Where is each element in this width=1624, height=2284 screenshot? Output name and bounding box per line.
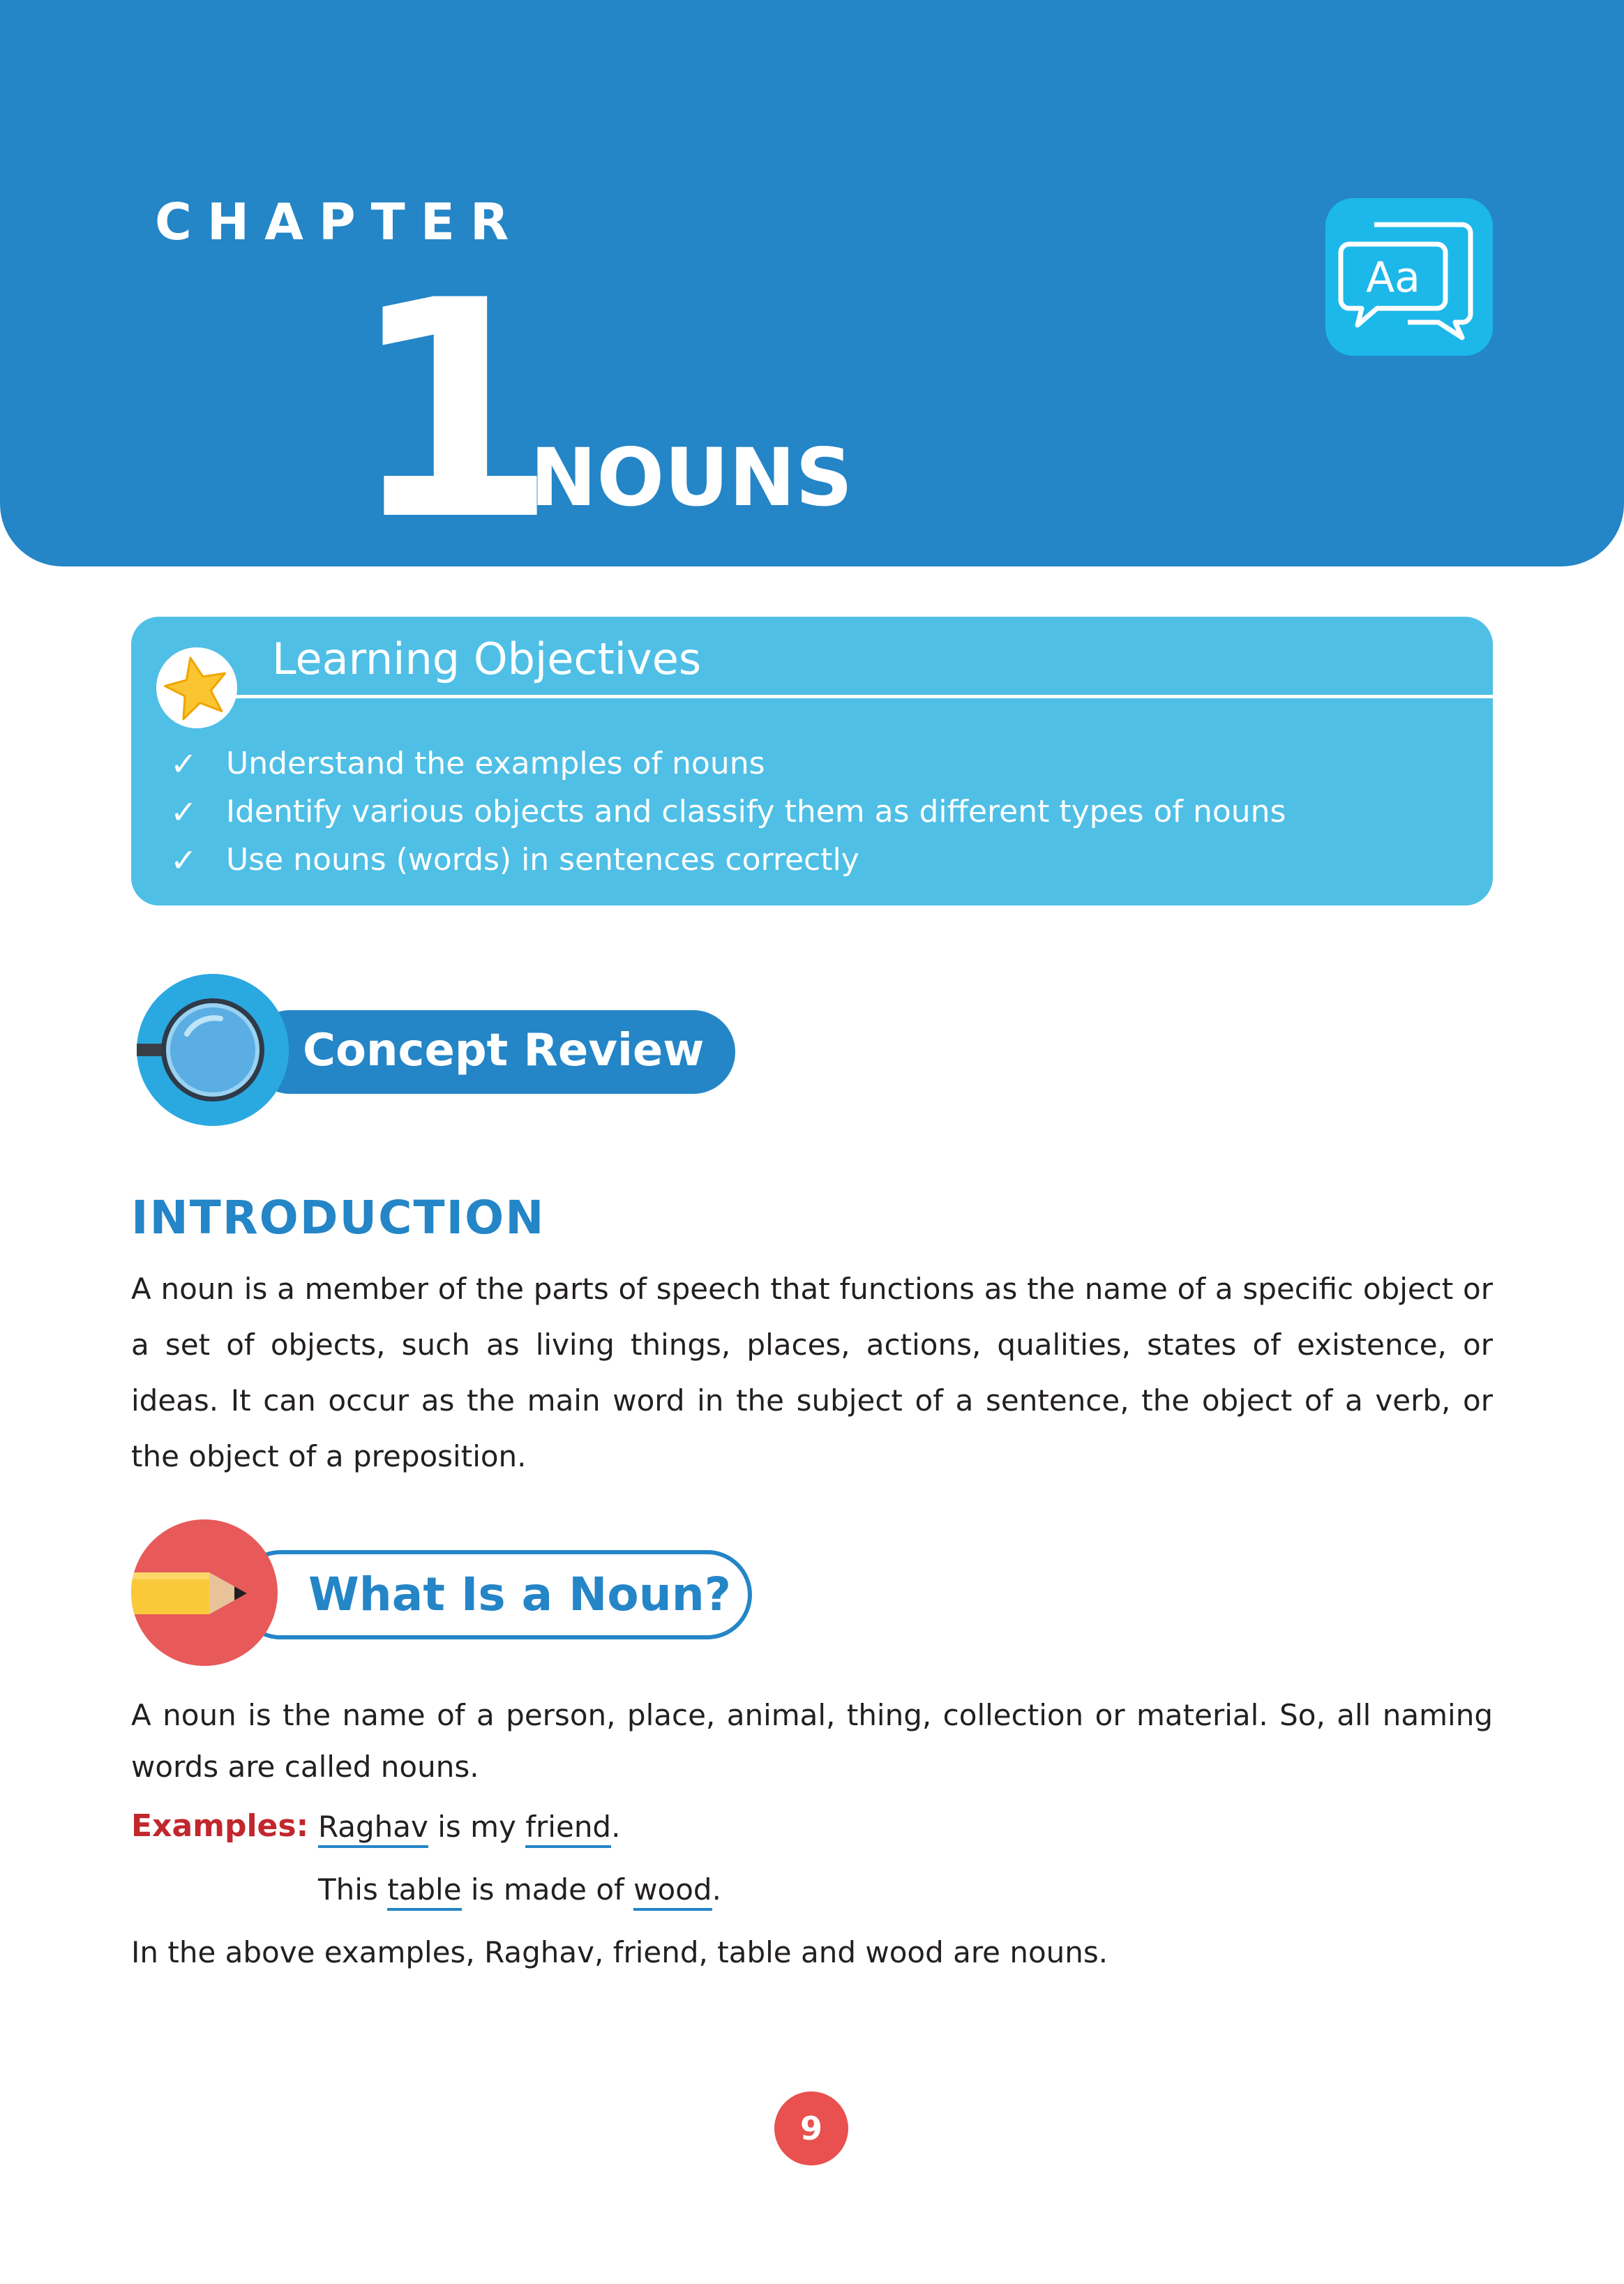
concept-review-badge (137, 974, 289, 1126)
chapter-number: 1 (349, 237, 558, 586)
list-item (170, 788, 1286, 836)
objective-text: Use nouns (words) in sentences correctly (226, 842, 859, 878)
star-badge (156, 647, 237, 728)
example-text: This (318, 1872, 388, 1907)
what-is-noun-badge (131, 1519, 278, 1666)
speech-bubbles-icon (1325, 198, 1493, 356)
magnifier-icon (137, 974, 289, 1126)
what-is-noun-header (131, 1519, 752, 1666)
list-item (170, 836, 1286, 884)
check-icon: ✓ (170, 841, 197, 879)
objective-text: Understand the examples of nouns (226, 746, 765, 781)
check-icon: ✓ (170, 744, 197, 783)
objective-text: Identify various objects and classify them as different types of nouns (226, 794, 1286, 829)
noun-word: table (387, 1872, 461, 1911)
check-icon: ✓ (170, 792, 197, 831)
pencil-icon (131, 1519, 278, 1666)
what-is-noun-label: What Is a Noun? (308, 1568, 732, 1621)
example-sentence (318, 1810, 620, 1845)
chapter-title: NOUNS (530, 431, 853, 524)
chapter-banner (0, 0, 1624, 586)
introduction-heading: INTRODUCTION (131, 1191, 546, 1245)
examples-summary: In the above examples, Raghav, friend, table and wood are nouns. (131, 1935, 1108, 1969)
list-item (170, 739, 1286, 788)
noun-definition-paragraph: A noun is the name of a person, place, animal, thing, collection or material. So, all naming words are called nouns. (131, 1698, 1493, 1784)
noun-word: wood (633, 1872, 712, 1911)
example-text: is my (428, 1810, 526, 1844)
objectives-divider (234, 695, 1493, 698)
example-text: is made of (461, 1872, 634, 1907)
introduction-paragraph: A noun is a member of the parts of speech that functions as the name of a specific object or a set of objects, such as living things, places, actions, qualities, states of existence, or ideas. It can occur as the main word in the subject of a sentence, the object of a verb, or the object of a preposition. (131, 1272, 1493, 1473)
icon-text: Aa (1366, 253, 1420, 302)
concept-review-header (137, 974, 735, 1126)
example-text: . (712, 1872, 721, 1907)
chapter-label: CHAPTER (155, 193, 525, 251)
example-text: . (611, 1810, 621, 1844)
examples-label: Examples: (131, 1808, 309, 1844)
objectives-list (170, 739, 1286, 884)
noun-word: friend (525, 1810, 611, 1848)
example-sentence (318, 1872, 721, 1907)
learning-objectives-box (131, 617, 1493, 906)
concept-review-label: Concept Review (303, 1025, 705, 1076)
objectives-title: Learning Objectives (272, 633, 702, 684)
star-icon (156, 647, 237, 728)
noun-word: Raghav (318, 1810, 428, 1848)
page-number: 9 (774, 2091, 848, 2165)
